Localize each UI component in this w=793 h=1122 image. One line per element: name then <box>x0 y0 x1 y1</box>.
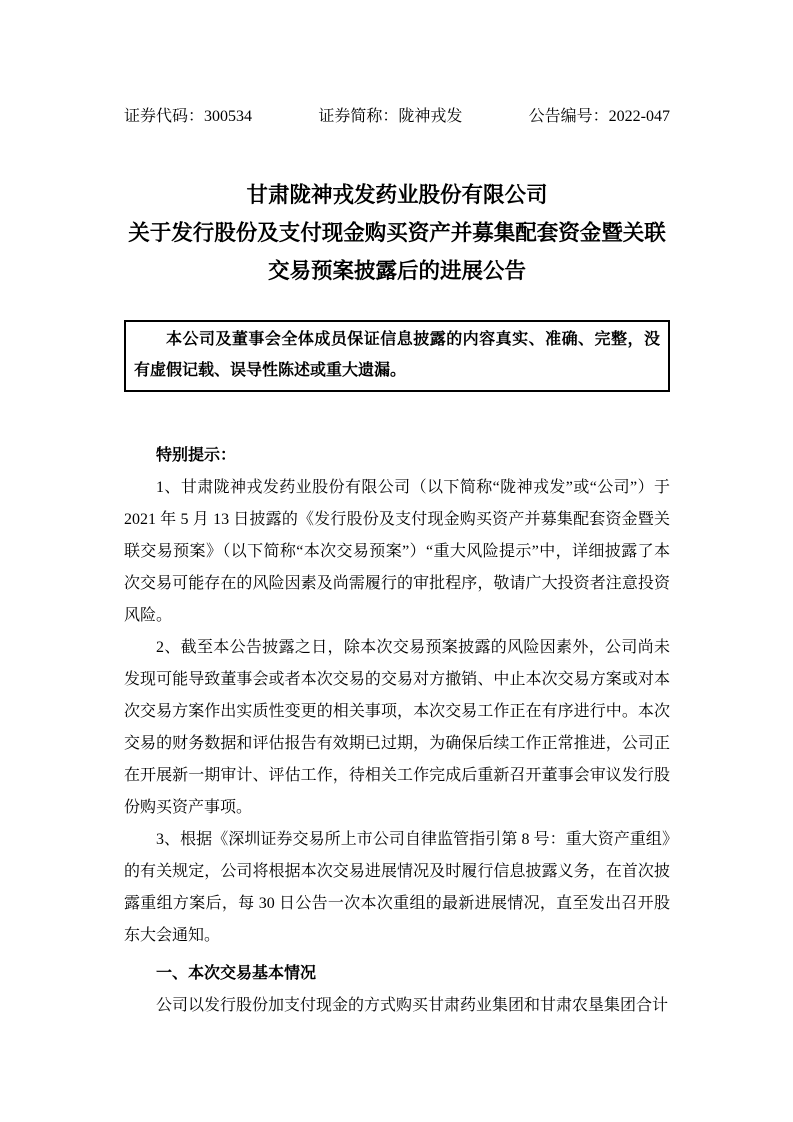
stock-short-name: 证券简称：陇神戎发 <box>318 108 463 125</box>
securities-header <box>124 106 670 128</box>
board-declaration-text: 本公司及董事会全体成员保证信息披露的内容真实、准确、完整，没有虚假记载、误导性陈述或重大遗漏。 <box>134 331 660 379</box>
title-subject-line: 关于发行股份及支付现金购买资产并募集配套资金暨关联 <box>128 221 666 245</box>
title-progress-line: 交易预案披露后的进展公告 <box>267 259 526 283</box>
announcement-text <box>124 440 670 1022</box>
board-declaration-box <box>124 320 670 392</box>
section-one-paragraph: 公司以发行股份加支付现金的方式购买甘肃药业集团和甘肃农垦集团合计 <box>156 997 669 1014</box>
document-body <box>124 0 670 1022</box>
section-one-heading: 一、本次交易基本情况 <box>156 965 317 982</box>
announcement-title <box>124 176 670 290</box>
special-notice-paragraph-3: 3、根据《深圳证券交易所上市公司自律监管指引第 8 号：重大资产重组》的有关规定，公司将根据本次交易进展情况及时履行信息披露义务，在首次披露重组方案后，每 30 日公告一次本次重组的最新进展情况，直至发出召开股东大会通知。 <box>124 831 670 944</box>
title-company-name: 甘肃陇神戎发药业股份有限公司 <box>246 183 548 207</box>
special-notice-heading: 特别提示： <box>156 447 237 464</box>
special-notice-paragraph-1: 1、甘肃陇神戎发药业股份有限公司（以下简称“陇神戎发”或“公司”）于 2021 年 5 月 13 日披露的《发行股份及支付现金购买资产并募集配套资金暨关联交易预案》（以下简称“本次交易预案”）“重大风险提示”中，详细披露了本次交易可能存在的风险因素及尚需履行的审批程序，敬请广大投资者注意投资风险。 <box>124 479 670 624</box>
stock-code: 证券代码：300534 <box>124 108 253 125</box>
announcement-number: 公告编号：2022-047 <box>528 108 670 125</box>
special-notice-paragraph-2: 2、截至本公告披露之日，除本次交易预案披露的风险因素外，公司尚未发现可能导致董事会或者本次交易的交易对方撤销、中止本次交易方案或对本次交易方案作出实质性变更的相关事项，本次交易工作正在有序进行中。本次交易的财务数据和评估报告有效期已过期，为确保后续工作正常推进，公司正在开展新一期审计、评估工作，待相关工作完成后重新召开董事会审议发行股份购买资产事项。 <box>124 639 670 816</box>
